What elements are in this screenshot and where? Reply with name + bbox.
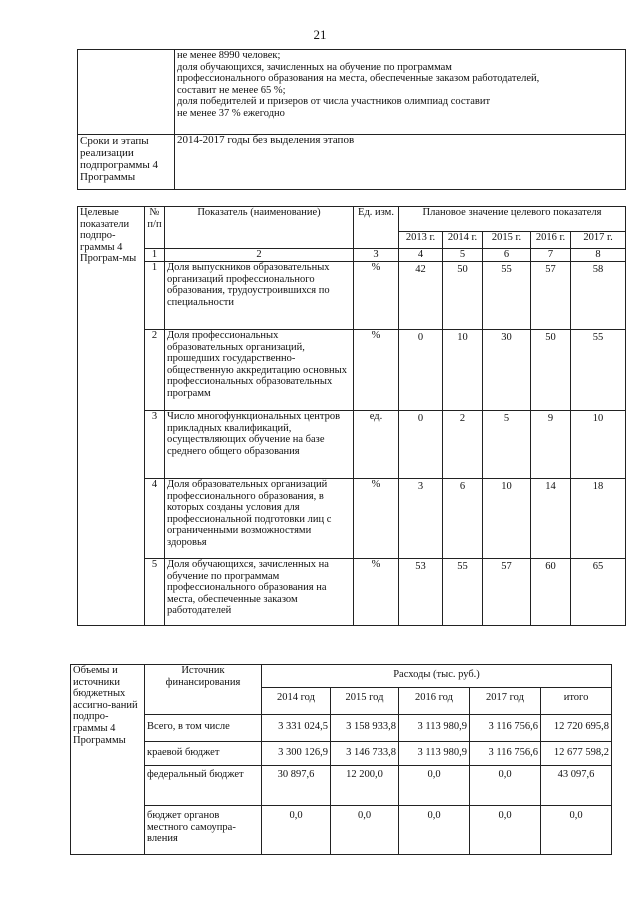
value-2014: 55 [443, 559, 483, 626]
value-2017: 55 [571, 330, 626, 411]
year-header: 2017 г. [571, 232, 626, 249]
funding-value: 0,0 [399, 766, 470, 806]
value-2013: 0 [399, 411, 443, 479]
indicator-name: Доля образовательных организаций профессионального образования, в которых созданы условия для профессиональной подготовки лиц с ограниченными возможностями здоровья [165, 479, 354, 559]
value-2017: 18 [571, 479, 626, 559]
funding-header-row-1 [71, 665, 612, 688]
funding-value: 0,0 [399, 806, 470, 855]
row-number: 3 [145, 411, 165, 479]
value-2016: 60 [531, 559, 571, 626]
intro-line: составит не менее 65 %; [177, 84, 286, 96]
indicator-name: Доля выпускников образовательных организаций профессионального образования, трудоустроившихся по специальности [165, 262, 354, 330]
year-header: 2015 год [331, 688, 399, 715]
intro-text-cell [175, 50, 626, 135]
program-passport-table [77, 49, 626, 190]
value-2013: 3 [399, 479, 443, 559]
timing-label: Сроки и этапы реализации подпрограммы 4 Программы [78, 135, 175, 190]
funding-value: 3 158 933,8 [331, 715, 399, 742]
index-cell: 5 [443, 249, 483, 262]
table-row [71, 806, 612, 855]
value-2016: 9 [531, 411, 571, 479]
year-header: 2015 г. [483, 232, 531, 249]
intro-line: доля победителей и призеров от числа участников олимпиад составит [177, 96, 491, 108]
table-row [78, 330, 626, 411]
index-cell: 6 [483, 249, 531, 262]
funding-source: бюджет органов местного самоупра-вления [145, 806, 262, 855]
table-row [78, 559, 626, 626]
indicator-unit: % [354, 559, 399, 626]
intro-line: доля обучающихся, зачисленных на обучение по программам [177, 61, 452, 73]
funding-value: 3 116 756,6 [470, 715, 541, 742]
index-row [78, 249, 626, 262]
funding-value: 0,0 [470, 766, 541, 806]
funding-value: 3 113 980,9 [399, 715, 470, 742]
col-header-num: № п/п [145, 207, 165, 249]
indicator-unit: % [354, 262, 399, 330]
value-2017: 10 [571, 411, 626, 479]
value-2016: 14 [531, 479, 571, 559]
indicator-unit: ед. [354, 411, 399, 479]
funding-total: 0,0 [541, 806, 612, 855]
page-number: 21 [313, 27, 327, 42]
funding-source: федеральный бюджет [145, 766, 262, 806]
indicator-name: Доля обучающихся, зачисленных на обучение по программам профессионального образования на места, обеспеченные заказом работодателей [165, 559, 354, 626]
funding-table [70, 664, 612, 855]
index-cell: 7 [531, 249, 571, 262]
col-header-unit: Ед. изм. [354, 207, 399, 249]
row-number: 2 [145, 330, 165, 411]
col-header-name: Показатель (наименование) [165, 207, 354, 249]
intro-line: не менее 8990 человек; [177, 50, 281, 61]
timing-row [78, 135, 626, 190]
value-2015: 57 [483, 559, 531, 626]
row-number: 5 [145, 559, 165, 626]
value-2015: 55 [483, 262, 531, 330]
timing-value: 2014-2017 годы без выделения этапов [175, 135, 626, 190]
value-2013: 53 [399, 559, 443, 626]
value-2016: 57 [531, 262, 571, 330]
table-row [71, 766, 612, 806]
value-2014: 10 [443, 330, 483, 411]
total-header: итого [541, 688, 612, 715]
index-cell: 4 [399, 249, 443, 262]
funding-value: 3 331 024,5 [262, 715, 331, 742]
intro-row [78, 50, 626, 135]
year-header: 2017 год [470, 688, 541, 715]
index-cell: 3 [354, 249, 399, 262]
indicator-unit: % [354, 330, 399, 411]
table-row [78, 479, 626, 559]
funding-total: 43 097,6 [541, 766, 612, 806]
index-cell: 8 [571, 249, 626, 262]
value-2014: 50 [443, 262, 483, 330]
indicator-name: Доля профессиональных образовательных организаций, прошедших государственно-общественную аккредитацию основных профессиональных образовательных программ [165, 330, 354, 411]
year-header: 2013 г. [399, 232, 443, 249]
indicator-name: Число многофункциональных центров прикладных квалификаций, осуществляющих обучение на базе среднего общего образования [165, 411, 354, 479]
table-row [78, 411, 626, 479]
funding-value: 30 897,6 [262, 766, 331, 806]
year-header: 2016 г. [531, 232, 571, 249]
col-header-source: Источник финансирования [145, 665, 262, 715]
intro-line: профессионального образования на места, обеспеченные заказом работодателей, [177, 73, 540, 85]
value-2017: 58 [571, 262, 626, 330]
value-2013: 0 [399, 330, 443, 411]
targets-section-label: Целевые показатели подпро-граммы 4 Програм-мы [78, 207, 145, 626]
table-row [78, 262, 626, 330]
funding-total: 12 720 695,8 [541, 715, 612, 742]
col-header-expenses: Расходы (тыс. руб.) [262, 665, 612, 688]
value-2016: 50 [531, 330, 571, 411]
index-cell: 1 [145, 249, 165, 262]
funding-value: 12 200,0 [331, 766, 399, 806]
funding-source: Всего, в том числе [145, 715, 262, 742]
funding-value: 0,0 [262, 806, 331, 855]
table-row [71, 715, 612, 742]
funding-total: 12 677 598,2 [541, 742, 612, 766]
funding-value: 3 116 756,6 [470, 742, 541, 766]
value-2017: 65 [571, 559, 626, 626]
header-row-1 [78, 207, 626, 232]
col-header-plan: Плановое значение целевого показателя [399, 207, 626, 232]
year-header: 2014 г. [443, 232, 483, 249]
funding-value: 3 300 126,9 [262, 742, 331, 766]
row-number: 4 [145, 479, 165, 559]
intro-line: не менее 37 % ежегодно [177, 107, 285, 119]
intro-label-cell [78, 50, 175, 135]
funding-section-label: Объемы и источники бюджетных ассигно-ваний подпро-граммы 4 Программы [71, 665, 145, 855]
value-2013: 42 [399, 262, 443, 330]
funding-value: 0,0 [470, 806, 541, 855]
value-2014: 6 [443, 479, 483, 559]
table-row [71, 742, 612, 766]
target-indicators-table [77, 206, 626, 626]
indicator-unit: % [354, 479, 399, 559]
value-2014: 2 [443, 411, 483, 479]
year-header: 2014 год [262, 688, 331, 715]
funding-value: 3 146 733,8 [331, 742, 399, 766]
funding-value: 0,0 [331, 806, 399, 855]
funding-value: 3 113 980,9 [399, 742, 470, 766]
value-2015: 30 [483, 330, 531, 411]
value-2015: 10 [483, 479, 531, 559]
row-number: 1 [145, 262, 165, 330]
funding-source: краевой бюджет [145, 742, 262, 766]
year-header: 2016 год [399, 688, 470, 715]
value-2015: 5 [483, 411, 531, 479]
index-cell: 2 [165, 249, 354, 262]
